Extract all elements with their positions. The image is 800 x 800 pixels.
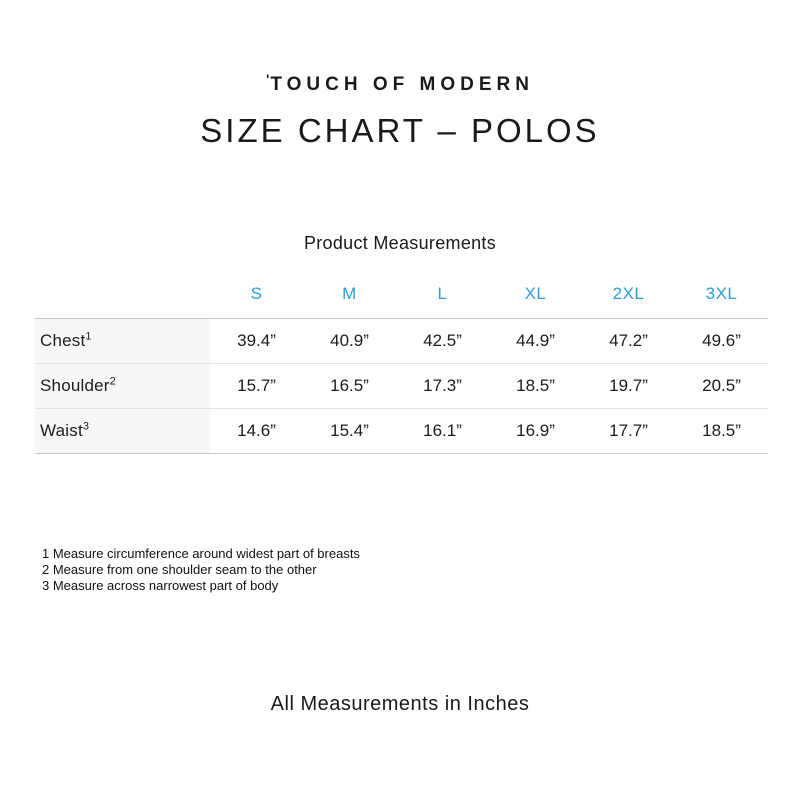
waist-value-m: 15.4” xyxy=(303,408,396,453)
shoulder-value-2xl: 19.7” xyxy=(582,363,675,408)
footnote-line-3: 3 Measure across narrowest part of body xyxy=(42,578,279,593)
row-label-text: Shoulder xyxy=(40,375,110,395)
footnote-ref: 2 xyxy=(109,374,116,387)
waist-value-l: 16.1” xyxy=(396,408,489,453)
chest-value-s: 39.4” xyxy=(210,318,303,363)
row-label-text: Waist xyxy=(40,420,83,440)
size-header-2xl: 2XL xyxy=(612,283,645,303)
footnote-line-2: 2 Measure from one shoulder seam to the other xyxy=(42,562,317,577)
waist-value-s: 14.6” xyxy=(210,408,303,453)
chest-value-3xl: 49.6” xyxy=(675,318,768,363)
row-label-text: Chest xyxy=(40,330,86,350)
units-note: All Measurements in Inches xyxy=(270,693,530,715)
corner-cell xyxy=(35,270,210,318)
brand-logo xyxy=(0,71,800,96)
table-row-waist xyxy=(35,408,768,453)
shoulder-value-s: 15.7” xyxy=(210,363,303,408)
page-title: SIZE CHART – POLOS xyxy=(200,112,600,149)
size-header-xl: XL xyxy=(524,283,547,303)
brand-logo-text: TOUCH OF MODERN xyxy=(270,74,534,95)
size-header-row xyxy=(35,270,768,318)
size-measurements-table xyxy=(35,270,768,454)
shoulder-value-3xl: 20.5” xyxy=(675,363,768,408)
logo-tick-mark: ' xyxy=(266,71,270,87)
row-label-chest xyxy=(35,318,210,363)
size-header-3xl: 3XL xyxy=(705,283,738,303)
size-header-m: M xyxy=(342,283,357,303)
chest-value-l: 42.5” xyxy=(396,318,489,363)
table-row-shoulder xyxy=(35,363,768,408)
size-header-l: L xyxy=(437,283,448,303)
footnotes-block xyxy=(42,546,360,594)
footnote-line-1: 1 Measure circumference around widest part of breasts xyxy=(42,546,360,561)
footnote-ref: 1 xyxy=(85,329,92,342)
chest-value-2xl: 47.2” xyxy=(582,318,675,363)
row-label-shoulder xyxy=(35,363,210,408)
shoulder-value-m: 16.5” xyxy=(303,363,396,408)
shoulder-value-l: 17.3” xyxy=(396,363,489,408)
row-label-waist xyxy=(35,408,210,453)
footnote-ref: 3 xyxy=(82,419,90,432)
chest-value-xl: 44.9” xyxy=(489,318,582,363)
waist-value-3xl: 18.5” xyxy=(675,408,768,453)
table-subtitle: Product Measurements xyxy=(303,233,497,253)
table-row-chest xyxy=(35,318,768,363)
waist-value-xl: 16.9” xyxy=(489,408,582,453)
shoulder-value-xl: 18.5” xyxy=(489,363,582,408)
waist-value-2xl: 17.7” xyxy=(582,408,675,453)
size-header-s: S xyxy=(250,283,263,303)
chest-value-m: 40.9” xyxy=(303,318,396,363)
